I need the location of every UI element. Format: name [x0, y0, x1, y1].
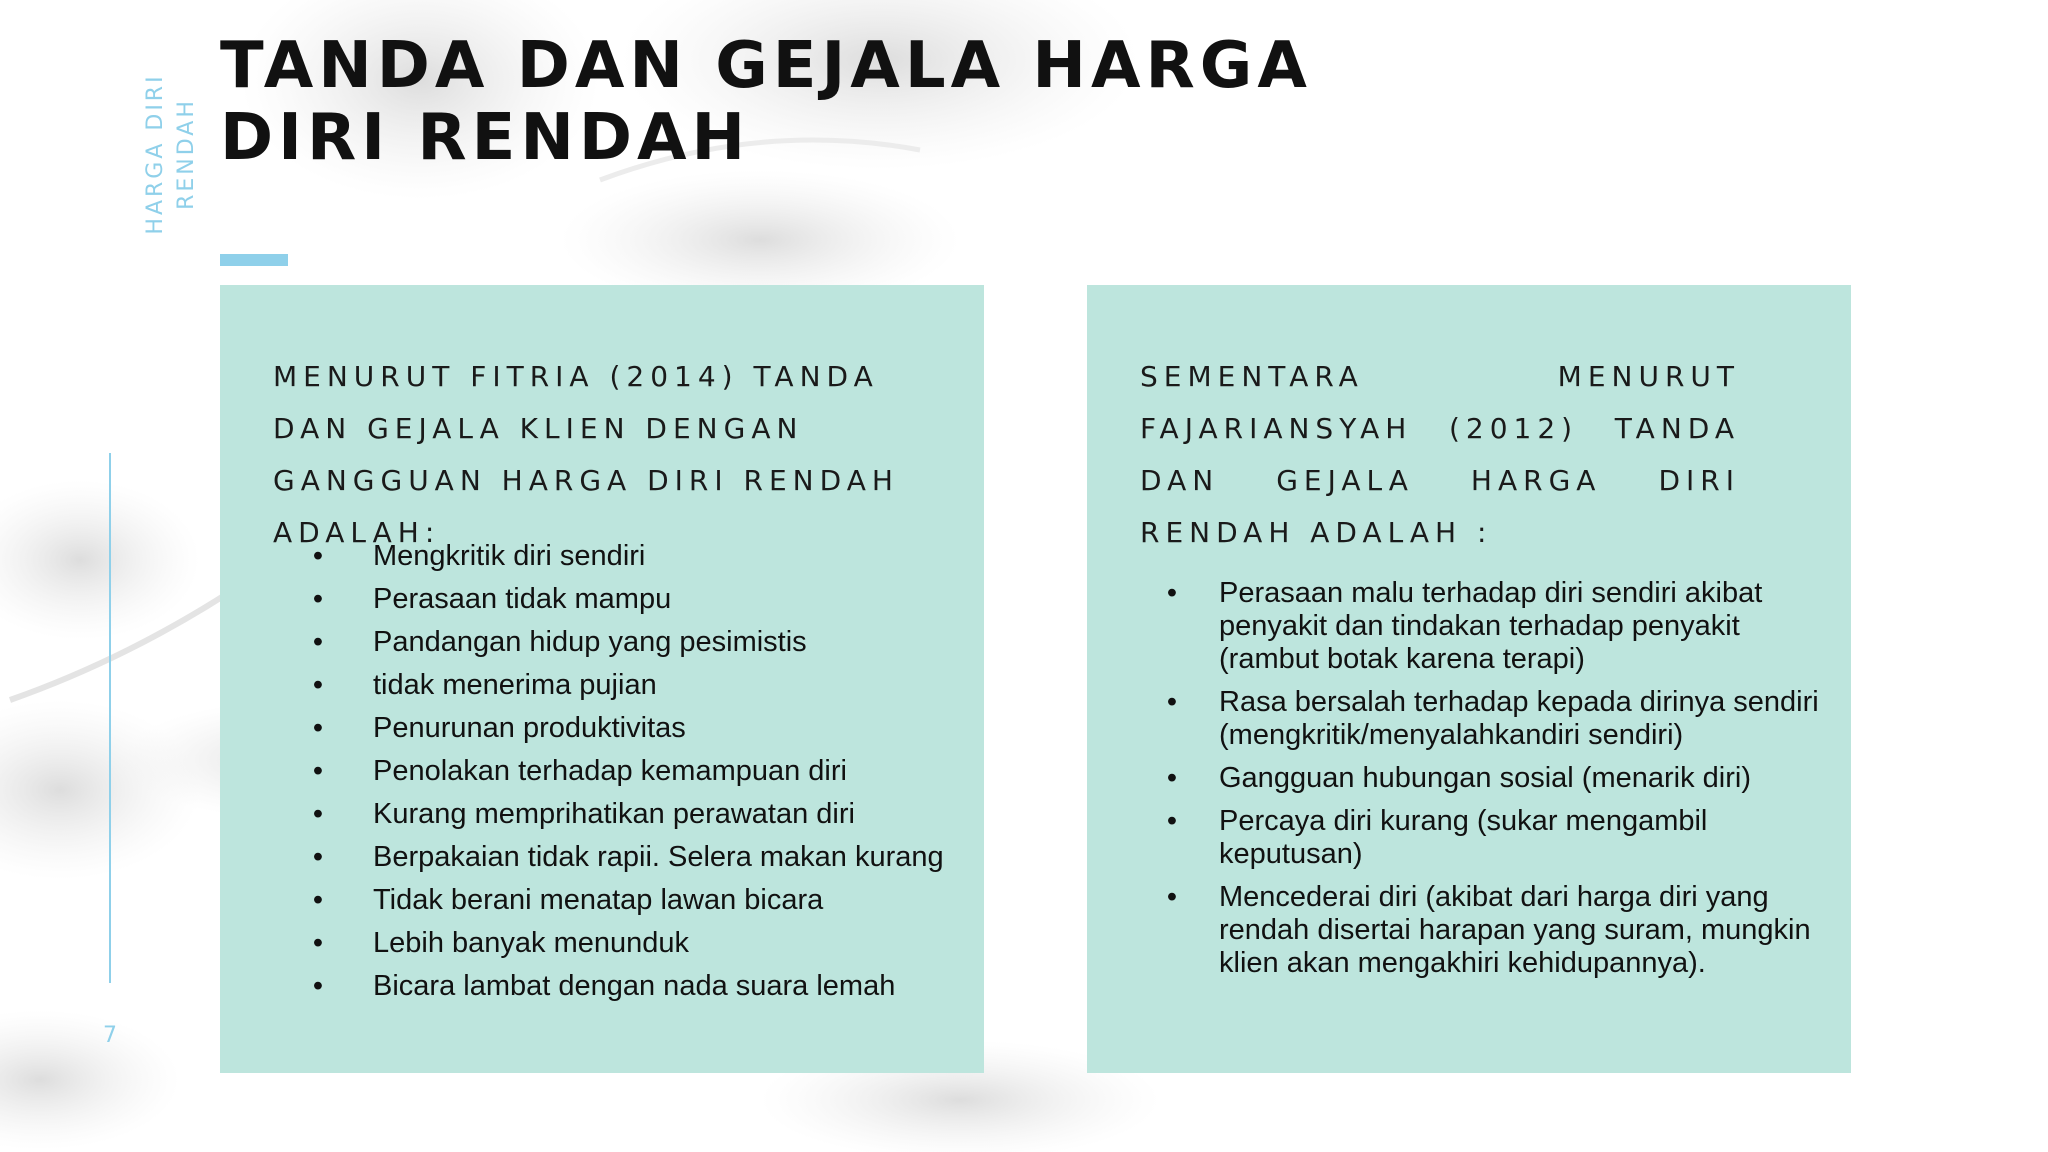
- list-item: [303, 540, 963, 573]
- list-item-text: Perasaan tidak mampu: [373, 583, 672, 615]
- page-number: 7: [103, 1023, 117, 1048]
- bullet-marker: •: [312, 841, 324, 873]
- right-heading-line-4: RENDAH ADALAH :: [1140, 516, 1493, 549]
- right-heading-line-2: FAJARIANSYAH (2012) TANDA: [1140, 412, 1740, 445]
- list-item-text: Mencederai diri (akibat dari harga diri yang rendah disertai harapan yang suram, mungkin klien akan mengakhiri kehidupannya).: [1219, 881, 1811, 979]
- bullet-marker: •: [312, 927, 324, 959]
- list-item-text: Penurunan produktivitas: [373, 712, 686, 744]
- list-item-text: Lebih banyak menunduk: [373, 927, 690, 959]
- right-heading-line-3: DAN GEJALA HARGA DIRI: [1140, 464, 1740, 497]
- bullet-marker: •: [312, 540, 324, 572]
- list-item: [303, 841, 963, 874]
- list-item-text: Gangguan hubungan sosial (menarik diri): [1219, 762, 1751, 794]
- list-item: [303, 669, 963, 702]
- list-item-text: Bicara lambat dengan nada suara lemah: [373, 970, 896, 1002]
- list-item-text: Mengkritik diri sendiri: [373, 540, 646, 572]
- list-item-text: Perasaan malu terhadap diri sendiri akibat penyakit dan tindakan terhadap penyakit (rambut botak karena terapi): [1219, 577, 1763, 675]
- list-item-text: Berpakaian tidak rapii. Selera makan kurang: [373, 841, 944, 873]
- list-item-text: Pandangan hidup yang pesimistis: [373, 626, 807, 658]
- list-item: [1157, 881, 1837, 980]
- side-label-line-2: RENDAH: [174, 98, 199, 210]
- right-panel-heading: [1140, 351, 1740, 559]
- list-item-text: Rasa bersalah terhadap kepada dirinya sendiri (mengkritik/menyalahkandiri sendiri): [1219, 686, 1819, 751]
- bullet-marker: •: [312, 626, 324, 658]
- bullet-marker: •: [312, 583, 324, 615]
- list-item: [1157, 762, 1837, 795]
- slide-title: [220, 30, 1620, 174]
- bullet-marker: •: [1166, 881, 1178, 913]
- side-section-label: [140, 64, 202, 244]
- title-line-2: DIRI RENDAH: [220, 101, 751, 175]
- side-label-line-1: HARGA DIRI: [143, 73, 168, 235]
- list-item-text: Penolakan terhadap kemampuan diri: [373, 755, 847, 787]
- bullet-marker: •: [312, 712, 324, 744]
- list-item: [1157, 805, 1837, 871]
- bullet-marker: •: [1166, 762, 1178, 794]
- bullet-marker: •: [312, 669, 324, 701]
- bullet-marker: •: [1166, 686, 1178, 718]
- left-panel-heading: MENURUT FITRIA (2014) TANDA DAN GEJALA KLIEN DENGAN GANGGUAN HARGA DIRI RENDAH ADALAH:: [273, 360, 899, 549]
- list-item-text: Tidak berani menatap lawan bicara: [373, 884, 824, 916]
- bullet-marker: •: [312, 884, 324, 916]
- bullet-marker: •: [312, 970, 324, 1002]
- title-accent-bar: [220, 254, 288, 266]
- bullet-marker: •: [1166, 577, 1178, 609]
- list-item: [303, 798, 963, 831]
- bullet-marker: •: [312, 755, 324, 787]
- list-item: [1157, 577, 1837, 676]
- side-divider-line: [109, 453, 111, 983]
- list-item: [303, 970, 963, 1003]
- list-item: [303, 626, 963, 659]
- right-content-panel: [1087, 285, 1851, 1073]
- right-heading-line-1: SEMENTARA MENURUT: [1140, 360, 1740, 393]
- list-item-text: Percaya diri kurang (sukar mengambil keputusan): [1219, 805, 1708, 870]
- list-item-text: tidak menerima pujian: [373, 669, 657, 701]
- list-item-text: Kurang memprihatikan perawatan diri: [373, 798, 855, 830]
- list-item: [1157, 686, 1837, 752]
- list-item: [303, 755, 963, 788]
- bullet-marker: •: [1166, 805, 1178, 837]
- list-item: [303, 884, 963, 917]
- left-bullet-list: [303, 540, 963, 1013]
- right-bullet-list: [1157, 577, 1837, 990]
- list-item: [303, 583, 963, 616]
- title-line-1: TANDA DAN GEJALA HARGA: [220, 29, 1312, 103]
- list-item: [303, 927, 963, 960]
- list-item: [303, 712, 963, 745]
- left-content-panel: [220, 285, 984, 1073]
- bullet-marker: •: [312, 798, 324, 830]
